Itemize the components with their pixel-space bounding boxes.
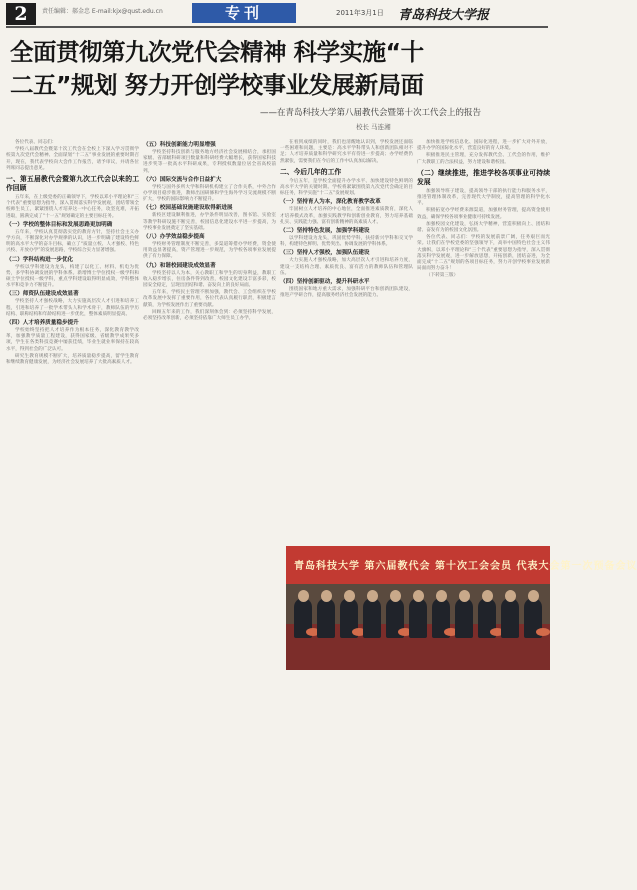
article-paragraph: （下转第三版） bbox=[426, 273, 459, 279]
issue-date: 2011年3月1日 bbox=[336, 9, 384, 17]
article-column-4 bbox=[417, 140, 550, 540]
subtitle: ——在青岛科技大学第八届教代会暨第十次工代会上的报告 bbox=[260, 108, 482, 118]
article-paragraph: 加强领导班子建设，提高领导干部的执行能力和服务水平，推进管理体制改革，完善现代大学制度，提高管理的科学化水平。 bbox=[417, 188, 550, 207]
person-head bbox=[459, 590, 470, 602]
table-flower bbox=[536, 628, 550, 636]
article-paragraph: 学校坚持以人为本，关心教职工和学生的切身利益，教职工收入稳步增长，住房条件得到改善，校园文化建设丰富多彩，校园安全稳定，呈现出团结和谐、奋发向上的良好局面。 bbox=[143, 270, 276, 289]
article-paragraph: 围绕国家和地方重大需求，加强科研平台和创新团队建设，推进产学研合作，提高服务经济社会发展的能力。 bbox=[280, 287, 413, 299]
banner-text: 青岛科技大学 第六届教代会 第十次工会会员 代表大会第一次预备会议 bbox=[294, 561, 637, 572]
person-head bbox=[413, 590, 424, 602]
person-figure bbox=[317, 598, 335, 638]
article-paragraph: 加强校园文化建设，弘扬大学精神，营造积极向上、团结和谐、奋发有为的校园文化氛围。 bbox=[417, 221, 550, 234]
article-paragraph: 新校区建设顺利推进，办学条件明显改善，图书馆、实验室等教学科研设施不断完善，校园信息化建设水平进一步提高，为学校事业发展奠定了坚实基础。 bbox=[143, 213, 276, 231]
article-paragraph: 五年来，在上级党委的正确领导下，学校以邓小平理论和“三个代表”重要思想为指导，深入贯彻落实科学发展观，团结带领全校师生员工，紧紧围绕人才培养这一中心任务，攻坚克难，开拓进取，圆满完成了“十一五”规划确定的主要目标任务。 bbox=[6, 195, 139, 219]
section-heading: （四）人才培养质量稳步提升 bbox=[6, 320, 79, 327]
article-paragraph: 学校坚持人才强校战略，大力实施高层次人才引进和培养工程，引进和培养了一批学术带头人和学术骨干，教师队伍的学历结构、职称结构和年龄结构进一步优化，整体素质明显提高。 bbox=[6, 299, 139, 317]
article-paragraph: 积极拓宽办学经费来源渠道，加强财务管理，提高资金使用效益，确保学校各项事业健康可持续发展。 bbox=[417, 208, 550, 220]
person-figure bbox=[363, 598, 381, 638]
article-paragraph: 学校以学科建设为龙头，构建了以化工、材料、机电为优势，多学科协调发展的学科体系。新增博士学位授权一级学科和硕士学位授权一级学科，重点学科建设取得明显成效，学科整体水平和竞争力不断提升。 bbox=[6, 264, 139, 289]
article-paragraph: 以学科建设为龙头，巩固优势学科，扶持新兴学科和交叉学科，构建特色鲜明、优势突出、协调发展的学科体系。 bbox=[280, 236, 413, 248]
page-number: 2 bbox=[6, 3, 36, 25]
article-paragraph: 各位代表、同志们：学校的发展前景广阔，任务艰巨而光荣。让我们在学校党委的坚强领导下，高举中国特色社会主义伟大旗帜，以邓小平理论和“三个代表”重要思想为指导，深入贯彻落实科学发展观，进一步解放思想，开拓创新，团结奋进，为全面完成“十二五”规划的各项目标任务，努力开创学校事业发展新局面而努力奋斗！ bbox=[417, 235, 550, 272]
article-column-2 bbox=[143, 140, 276, 884]
article-paragraph: 五年来，学校民主管理不断加强，教代会、工会组织在学校改革发展中发挥了重要作用，各位代表认真履行职责，积极建言献策，为学校发展作出了重要贡献。 bbox=[143, 290, 276, 308]
section-heading: （五）科技创新能力明显增强 bbox=[143, 142, 216, 148]
section-heading: （三）师资队伍建设成效显著 bbox=[6, 291, 79, 298]
person-head bbox=[482, 590, 493, 602]
person-figure bbox=[501, 598, 519, 638]
article-paragraph: 回顾五年来的工作，我们深刻体会到：必须坚持科学发展，必须坚持改革创新，必须坚持依靠广大师生员工办学。 bbox=[143, 309, 276, 322]
article-paragraph: 学校坚持科技创新与服务地方经济社会发展相结合，承担国家级、省部级科研项目数量和科研经费大幅增长，获得国家科技进步奖等一批高水平科研成果，专利授权数量位居全省高校前列。 bbox=[143, 150, 276, 174]
article-paragraph: 学校财务管理制度不断完善，多渠道筹措办学经费，资金使用效益显著提高，资产管理进一步规范，为学校各项事业发展提供了有力保障。 bbox=[143, 242, 276, 260]
article-paragraph: 今后五年，是学校全面提升办学水平、加快建设特色鲜明的高水平大学的关键时期。学校将紧紧围绕第九次党代会确定的目标任务，科学实施“十二五”发展规划。 bbox=[280, 178, 413, 197]
headline-line-1: 全面贯彻第九次党代会精神 科学实施“十 bbox=[10, 38, 424, 66]
person-head bbox=[390, 590, 401, 602]
conference-photo bbox=[286, 546, 637, 670]
section-heading: （九）和谐校园建设成效显著 bbox=[143, 262, 216, 269]
article-paragraph: 牢固树立人才培养的中心地位，全面推进素质教育，深化人才培养模式改革，加强实践教学和创新创业教育，努力培养基础扎实、实践能力强、富有创新精神的高素质人才。 bbox=[280, 207, 413, 225]
person-head bbox=[505, 590, 516, 602]
section-heading: （七）校园基础设施建设取得新进展 bbox=[143, 205, 233, 212]
section-heading: （二）坚持特色发展，加强学科建设 bbox=[280, 228, 370, 235]
headline bbox=[10, 36, 546, 102]
section-heading: 二、今后几年的工作 bbox=[280, 167, 342, 176]
section-heading: （二）学科结构进一步优化 bbox=[6, 256, 74, 263]
article-paragraph: 五年来，学校认真贯彻落实党的教育方针，坚持社会主义办学方向，不断深化对办学规律的认识，进一步明确了建设特色鲜明的高水平大学的奋斗目标，确立了“质量立校、人才强校、特色兴校、开放办学”的发展思路，学校综合实力显著增强。 bbox=[6, 229, 139, 254]
section-heading: （一）坚持育人为本，深化教育教学改革 bbox=[280, 199, 381, 206]
article-paragraph: 学校八届教代会暨第十次工代会在全校上下深入学习贯彻学校第九次党代会精神、全面谋划“十二五”事业发展的重要时期召开，现在，我代表学校向大会作工作报告，请予审议，并请各位列席同志提出意见。 bbox=[6, 147, 139, 171]
person-head bbox=[436, 590, 447, 602]
section-tag: 专刊 bbox=[192, 3, 296, 23]
section-heading: 一、第五届教代会暨第九次工代会以来的工作回顾 bbox=[6, 175, 139, 193]
person-head bbox=[528, 590, 539, 602]
article-column-3 bbox=[280, 140, 413, 540]
article-paragraph: 各位代表、同志们： bbox=[15, 140, 57, 145]
byline: 校长 马连湘 bbox=[356, 123, 391, 131]
newspaper-name: 青岛科技大学报 bbox=[398, 8, 490, 23]
article-paragraph: 在看到成绩的同时，我们也清醒地认识到，学校发展还面临一些困难和问题，主要是：高水平学科带头人和创新团队相对不足；人才培养质量和科学研究水平有待进一步提高；办学经费仍然紧张，需要我们在今后的工作中认真加以解决。 bbox=[280, 140, 413, 164]
headline-line-2: 二五”规划 努力开创学校事业发展新局面 bbox=[10, 71, 424, 99]
article-paragraph: 学校始终坚持把人才培养作为根本任务，深化教育教学改革，加强教学质量工程建设，获得国家级、省级教学成果奖多项，学生在各类科技竞赛中屡获佳绩，毕业生就业率保持在较高水平，得到社会的广泛认可。 bbox=[6, 328, 139, 352]
section-heading: （八）办学效益稳步提高 bbox=[143, 234, 205, 241]
person-figure bbox=[455, 598, 473, 638]
person-head bbox=[298, 590, 309, 602]
person-head bbox=[367, 590, 378, 602]
person-head bbox=[344, 590, 355, 602]
masthead bbox=[0, 0, 554, 26]
article-paragraph: 学校与国外多所大学和科研机构建立了合作关系，中外合作办学项目稳步推进，教师出国研修和学生海外学习交流规模不断扩大，学校的国际影响力不断提升。 bbox=[143, 184, 276, 203]
article-paragraph: 加快推进学校信息化、国际化进程，进一步扩大对外开放，提升办学的国际化水平，营造良好的育人环境。 bbox=[417, 140, 550, 152]
section-heading: （二）继续推进，推进学校各项事业可持续发展 bbox=[417, 168, 550, 186]
section-heading: （六）国际交流与合作日益扩大 bbox=[143, 176, 222, 183]
article-paragraph: 大力实施人才强校战略，加大高层次人才引进和培养力度，建设一支结构合理、素质优良、富有活力的教师队伍和管理队伍。 bbox=[280, 258, 413, 276]
masthead-rule bbox=[6, 26, 548, 28]
section-heading: （四）坚持创新驱动，提升科研水平 bbox=[280, 279, 370, 286]
article-paragraph: 积极推进民主管理，充分发挥教代会、工代会的作用，维护广大教职工的合法权益，努力建设和谐校园。 bbox=[417, 153, 550, 165]
editor-meta: 责任编辑：郝金忠 E-mail:kjx@qust.edu.cn bbox=[42, 8, 163, 15]
person-head bbox=[321, 590, 332, 602]
section-heading: （三）坚持人才强校，加强队伍建设 bbox=[280, 250, 370, 257]
person-figure bbox=[409, 598, 427, 638]
article-paragraph: 研究生教育规模不断扩大，培养质量稳步提高，留学生教育和继续教育健康发展，为经济社会发展培养了大批高素质人才。 bbox=[6, 353, 139, 366]
conference-banner bbox=[286, 546, 637, 584]
article-column-1 bbox=[6, 140, 139, 884]
section-heading: （一）学校的整体目标和发展思路更加明确 bbox=[6, 221, 113, 228]
